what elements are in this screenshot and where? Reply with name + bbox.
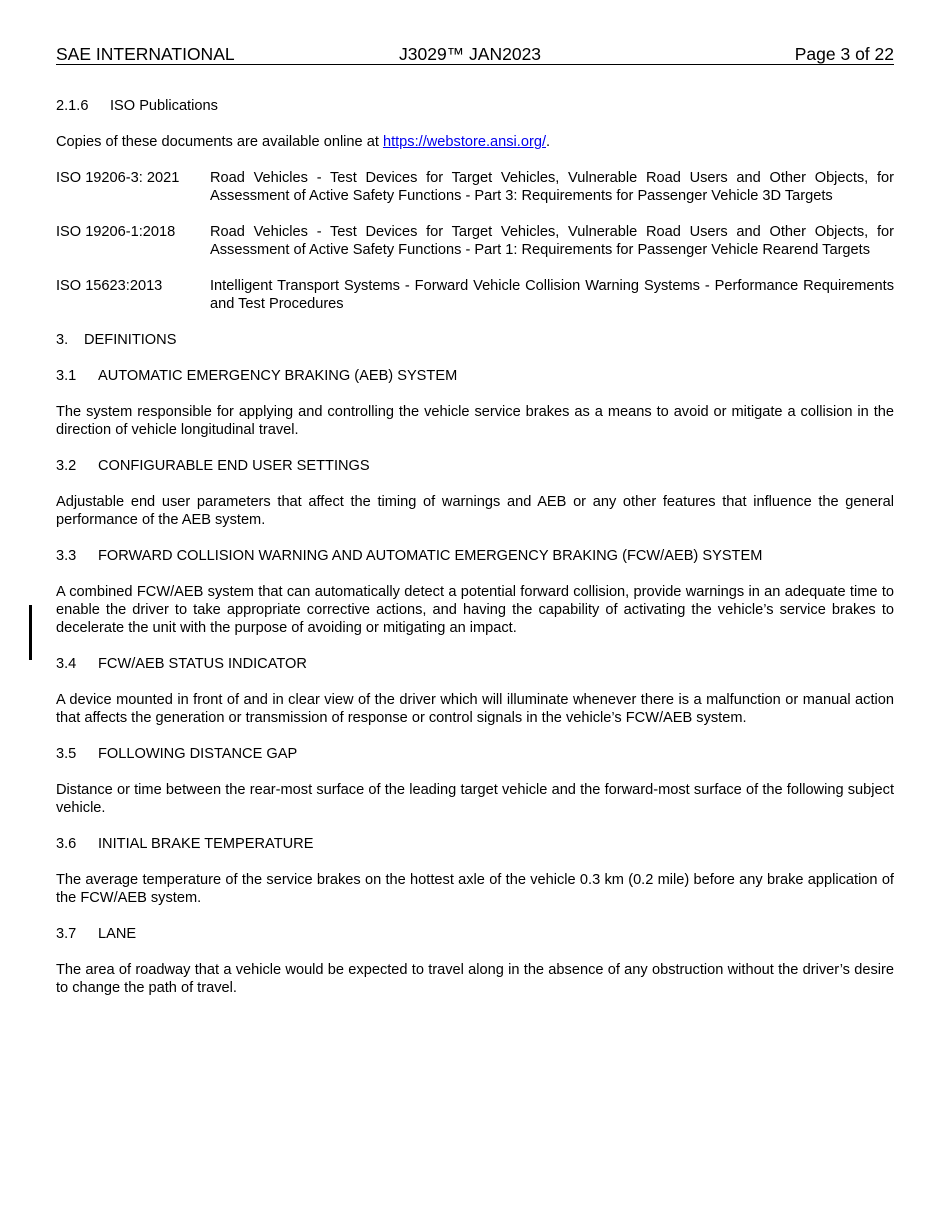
definition-heading-3-6 [56,835,894,853]
header-organization: SAE INTERNATIONAL [56,44,235,64]
definition-title: LANE [98,926,137,942]
intro-suffix: . [546,134,551,150]
reference-description: Road Vehicles - Test Devices for Target Vehicles, Vulnerable Road Users and Other Objects, for Assessment of Active Safety Functions - Part 1: Requirements for Passenger Vehicle Rearend Targets [210,224,894,258]
reference-entry [56,169,894,205]
reference-entry [56,223,894,259]
reference-description: Intelligent Transport Systems - Forward Vehicle Collision Warning Systems - Performance Requirements and Test Procedures [210,278,894,312]
definition-number: 3.1 [56,368,77,384]
definition-text: The average temperature of the service brakes on the hottest axle of the vehicle 0.3 km (0.2 mile) before any brake application of the FCW/AEB system. [56,872,894,906]
definition-title: FORWARD COLLISION WARNING AND AUTOMATIC EMERGENCY BRAKING (FCW/AEB) SYSTEM [98,548,763,564]
definition-heading-3-1 [56,367,894,385]
definition-text: The system responsible for applying and controlling the vehicle service brakes as a means to avoid or mitigate a collision in the direction of vehicle longitudinal travel. [56,404,894,438]
ansi-webstore-link[interactable]: https://webstore.ansi.org/ [382,134,546,150]
definition-number: 3.7 [56,926,77,942]
definition-text: Distance or time between the rear-most surface of the leading target vehicle and the forward-most surface of the following subject vehicle. [56,782,894,816]
definition-heading-3-4 [56,655,894,673]
definition-number: 3.6 [56,836,77,852]
reference-id: ISO 19206-3: 2021 [56,170,180,186]
section-heading-2-1-6 [56,97,894,115]
reference-id: ISO 15623:2013 [56,278,163,294]
reference-description: Road Vehicles - Test Devices for Target Vehicles, Vulnerable Road Users and Other Objects, for Assessment of Active Safety Functions - Part 3: Requirements for Passenger Vehicle 3D Targets [210,170,894,204]
definition-number: 3.4 [56,656,77,672]
document-body [56,97,894,1015]
iso-intro-paragraph [56,133,894,151]
definition-number: 3.5 [56,746,77,762]
revision-change-bar [29,605,32,660]
header-document-id: J3029™ JAN2023 [399,44,542,64]
section-title: DEFINITIONS [84,332,177,348]
definition-text: A device mounted in front of and in clear view of the driver which will illuminate whenever there is a malfunction or manual action that affects the generation or transmission of response or control signals in the vehicle’s FCW/AEB system. [56,692,894,726]
definition-text: Adjustable end user parameters that affect the timing of warnings and AEB or any other features that influence the general performance of the AEB system. [56,494,894,528]
definition-title: FOLLOWING DISTANCE GAP [98,746,298,762]
definition-title: FCW/AEB STATUS INDICATOR [98,656,307,672]
section-title: ISO Publications [110,98,218,114]
definition-heading-3-5 [56,745,894,763]
section-heading-3 [56,331,894,349]
reference-id: ISO 19206-1:2018 [56,224,176,240]
reference-entry [56,277,894,313]
section-number: 3. [56,332,69,348]
definition-heading-3-7 [56,925,894,943]
definition-text: A combined FCW/AEB system that can automatically detect a potential forward collision, provide warnings in an adequate time to enable the driver to take appropriate corrective actions, and having the capability of activating the vehicle’s service brakes to decelerate the unit with the purpose of avoiding or mitigating an impact. [56,584,894,636]
definition-number: 3.3 [56,548,77,564]
definition-text: The area of roadway that a vehicle would be expected to travel along in the absence of any obstruction without the driver’s desire to change the path of travel. [56,962,894,996]
header-page-number: Page 3 of 22 [794,44,894,64]
definition-heading-3-2 [56,457,894,475]
definition-title: INITIAL BRAKE TEMPERATURE [98,836,314,852]
definition-title: CONFIGURABLE END USER SETTINGS [98,458,370,474]
definition-title: AUTOMATIC EMERGENCY BRAKING (AEB) SYSTEM [98,368,458,384]
definition-number: 3.2 [56,458,77,474]
definition-heading-3-3 [56,547,894,565]
intro-text: Copies of these documents are available online at [56,134,383,150]
section-number: 2.1.6 [56,98,89,114]
page-header [56,44,894,65]
